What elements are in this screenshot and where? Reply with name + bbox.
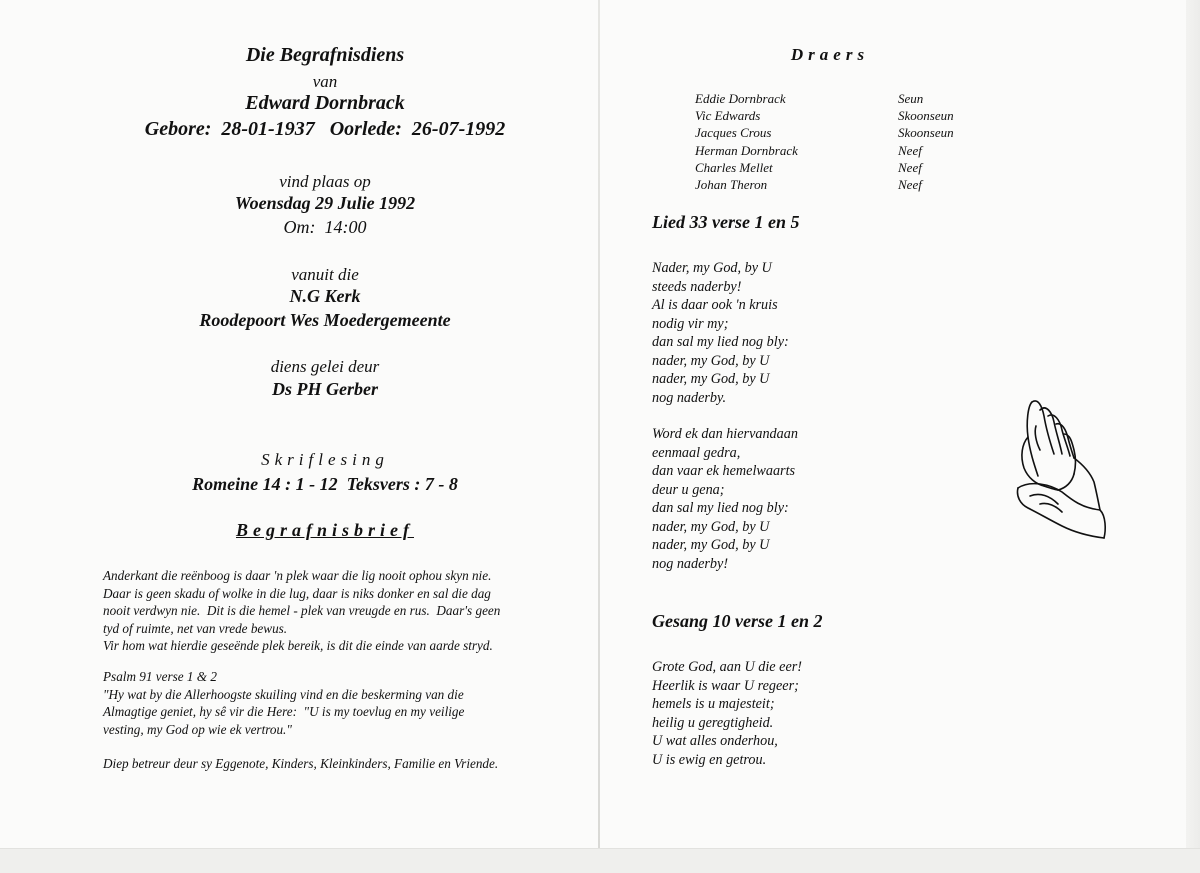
- verse-line: Word ek dan hiervandaan: [652, 426, 798, 442]
- verse-line: Nader, my God, by U: [652, 260, 772, 276]
- led-by-label: diens gelei deur: [270, 357, 380, 376]
- bearer-name: Vic Edwards: [695, 108, 761, 124]
- verse-line: eenmaal gedra,: [652, 444, 741, 461]
- church-name: N.G Kerk: [289, 286, 361, 306]
- page-edge: [1186, 0, 1200, 860]
- bearer-relation: Skoonseun: [898, 125, 954, 141]
- verse-line: nader, my God, by U: [652, 352, 770, 369]
- bearers-names: [695, 90, 798, 193]
- hymn2-verse1: [652, 658, 802, 769]
- bearer-relation: Neef: [898, 159, 922, 175]
- praying-hands-icon: [1010, 392, 1110, 542]
- letter-line: Vir hom wat hierdie geseënde plek bereik, is dit die einde van aarde stryd.: [103, 638, 493, 654]
- verse-line: Al is daar ook 'n kruis: [652, 297, 778, 313]
- verse-line: hemels is u majesteit;: [652, 696, 775, 712]
- verse-line: heilig u geregtigheid.: [652, 714, 774, 731]
- funeral-letter: [103, 567, 553, 655]
- letter-line: Daar is geen skadu of wolke in die lug, daar is niks donker en sal die dag: [103, 585, 491, 601]
- bearers-heading: Draers: [790, 45, 870, 64]
- verse-line: nader, my God, by U: [652, 518, 770, 535]
- minister-name: Ds PH Gerber: [272, 379, 378, 399]
- service-date: Woensdag 29 Julie 1992: [234, 193, 416, 213]
- page-fold: [598, 0, 600, 860]
- deceased-name: Edward Dornbrack: [245, 92, 405, 114]
- bearer-name: Eddie Dornbrack: [695, 91, 786, 106]
- van-label: van: [312, 72, 338, 91]
- life-dates: Gebore: 28-01-1937 Oorlede: 26-07-1992: [144, 118, 506, 140]
- letter-heading: Begrafnisbrief: [236, 520, 414, 540]
- verse-line: nader, my God, by U: [652, 371, 770, 387]
- scan-bottom-strip: [0, 848, 1200, 873]
- verse-line: nader, my God, by U: [652, 537, 770, 553]
- verse-line: deur u gena;: [652, 481, 725, 498]
- psalm-line: "Hy wat by die Allerhoogste skuiling vind en die beskerming van die: [103, 686, 464, 702]
- verse-line: U wat alles onderhou,: [652, 733, 778, 749]
- psalm-line: Almagtige geniet, hy sê vir die Here: "U is my toevlug en my veilige: [103, 704, 465, 720]
- hymn1-title: Lied 33 verse 1 en 5: [652, 212, 800, 232]
- bearer-name: Charles Mellet: [695, 159, 773, 175]
- letter-line: Anderkant die reënboog is daar 'n plek waar die lig nooit ophou skyn nie.: [103, 568, 492, 583]
- verse-line: Heerlik is waar U regeer;: [652, 677, 799, 694]
- letter-line: nooit verdwyn nie. Dit is die hemel - plek van vreugde en rus. Daar's geen: [103, 603, 501, 619]
- mourners-note: [103, 755, 553, 773]
- verse-line: nodig vir my;: [652, 315, 729, 332]
- psalm-reference: Psalm 91 verse 1 & 2: [103, 669, 217, 684]
- verse-line: Grote God, aan U die eer!: [652, 659, 802, 675]
- psalm-quote: [103, 668, 553, 738]
- verse-line: U is ewig en getrou.: [652, 751, 767, 768]
- bearer-relation: Seun: [898, 91, 924, 106]
- psalm-line: vesting, my God op wie ek vertrou.": [103, 721, 292, 737]
- hymn1-verse1: [652, 259, 789, 407]
- reading-heading: Skriflesing: [261, 450, 389, 469]
- bearer-relation: Neef: [898, 177, 922, 193]
- verse-line: nog naderby.: [652, 389, 727, 406]
- verse-line: dan sal my lied nog bly:: [652, 500, 789, 516]
- verse-line: nog naderby!: [652, 555, 729, 572]
- bearer-relation: Neef: [898, 142, 922, 158]
- verse-line: dan sal my lied nog bly:: [652, 334, 789, 350]
- service-title: Die Begrafnisdiens: [245, 44, 405, 66]
- verse-line: steeds naderby!: [652, 278, 742, 295]
- service-time: Om: 14:00: [283, 217, 367, 237]
- bearer-name: Johan Theron: [695, 177, 768, 193]
- takes-place-label: vind plaas op: [279, 172, 371, 191]
- scripture-reading: Romeine 14 : 1 - 12 Teksvers : 7 - 8: [192, 474, 458, 494]
- congregation-name: Roodepoort Wes Moedergemeente: [199, 310, 451, 330]
- hymn2-title: Gesang 10 verse 1 en 2: [652, 611, 823, 631]
- bearer-name: Jacques Crous: [695, 125, 772, 141]
- hymn1-verse2: [652, 425, 798, 573]
- bearers-relations: [898, 90, 954, 193]
- verse-line: dan vaar ek hemelwaarts: [652, 463, 796, 479]
- from-label: vanuit die: [291, 265, 359, 284]
- mourners-line: Diep betreur deur sy Eggenote, Kinders, Kleinkinders, Familie en Vriende.: [103, 756, 499, 771]
- bearer-name: Herman Dornbrack: [695, 142, 798, 158]
- bearer-relation: Skoonseun: [898, 108, 954, 124]
- letter-line: tyd of ruimte, net van vrede bewus.: [103, 620, 288, 636]
